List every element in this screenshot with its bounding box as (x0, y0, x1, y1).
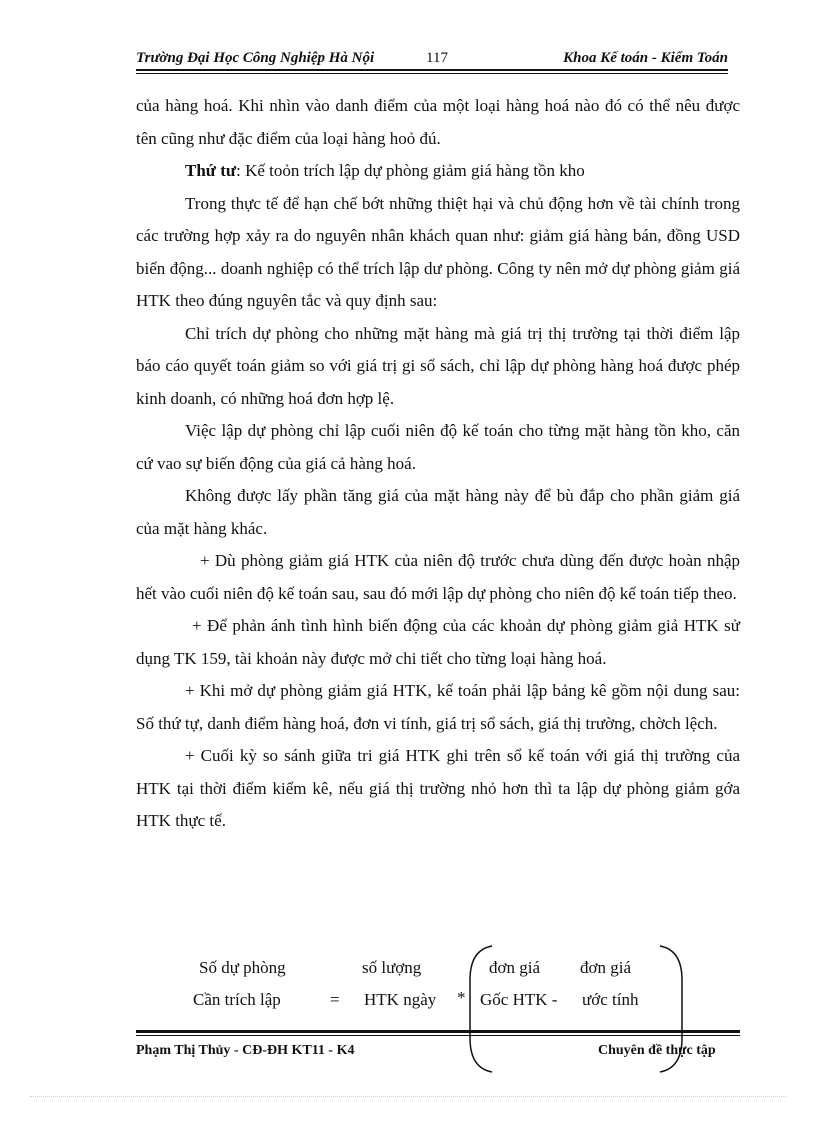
footer-author: Phạm Thị Thủy - CĐ-ĐH KT11 - K4 (136, 1043, 355, 1058)
formula-price1-line2: Gốc HTK - (480, 990, 558, 1009)
department-name: Khoa Kế toán - Kiểm Toán (563, 50, 728, 66)
paragraph-7: + Dù phòng giảm giá HTK của niên độ trước chưa dùng đến được hoàn nhập hết vào cuối niên độ kế toán sau, sau đó mới lập dự phòng cho niên độ kế toán tiếp theo. (136, 551, 740, 603)
page-bottom-dotted-line (30, 1096, 786, 1097)
left-bracket (470, 946, 492, 1072)
footer-rule-thin (136, 1035, 740, 1036)
paragraph-4: Chỉ trích dự phòng cho những mặt hàng mà giá trị thị trường tại thời điểm lập báo cáo quyết toán giảm so với giá trị gi sổ sách, chỉ lập dự phòng hàng hoá được phép kinh doanh, có những hoá đơn hợp lệ. (136, 323, 740, 408)
paragraph-2-rest: : Kế toỏn trích lập dự phòng giảm giá hàng tồn kho (236, 161, 585, 180)
formula-price2-line1: đơn giá (580, 958, 632, 977)
formula-price1-line1: đơn giá (489, 958, 541, 977)
paragraph-6: Không được lấy phần tăng giá của mặt hàng này để bù đắp cho phần giảm giá của mặt hàng khác. (136, 486, 740, 538)
formula-equals: = (330, 990, 340, 1009)
footer-rule-thick (136, 1030, 740, 1033)
paragraph-2-lead: Thứ tư (185, 161, 237, 180)
paragraph-10: + Cuối kỳ so sánh giữa tri giá HTK ghi trên sổ kế toán với giá thị trường của HTK tại thời điểm kiểm kê, nếu giá thị trường nhỏ hơn thì ta lập dự phòng giảm gớa HTK thực tế. (136, 746, 740, 830)
paragraph-9: + Khi mở dự phòng giảm giá HTK, kế toán phải lập bảng kê gồm nội dung sau: Số thứ tự, danh điểm hàng hoá, đơn vi tính, giá trị sổ sách, giá thị trường, chờch lệch. (136, 681, 740, 733)
formula-price2-line2: ước tính (582, 990, 639, 1009)
footer-title: Chuyên đề thực tập (598, 1043, 716, 1058)
formula-lhs-line2: Cần trích lập (193, 990, 281, 1009)
formula-qty-line1: số lượng (362, 958, 422, 977)
page-number: 117 (426, 50, 448, 66)
paragraph-8: + Để phản ánh tình hình biến động của các khoản dự phòng giảm giả HTK sử dụng TK 159, tài khoản này được mở chi tiết cho từng loại hàng hoá. (136, 616, 740, 668)
formula-times: * (457, 988, 466, 1007)
paragraph-1: của hàng hoá. Khi nhìn vào danh điểm của một loại hàng hoá nào đó có thể nêu được tên cũng như đặc điểm của loại hàng hoỏ đú. (136, 96, 740, 148)
formula-qty-line2: HTK ngày (364, 990, 437, 1009)
paragraph-3: Trong thực tế để hạn chế bớt những thiệt hại và chủ động hơn về tài chính trong các trường hợp xảy ra do nguyên nhân khách quan như: giảm giá hàng bán, đồng USD biến động... doanh nghiệp có thể trích lập dư phòng. Công ty nên mở dự phòng giảm giá HTK theo đúng nguyên tắc và quy định sau: (136, 193, 740, 310)
paragraph-5: Việc lập dự phòng chỉ lập cuối niên độ kế toán cho từng mặt hàng tồn kho, căn cứ vao sự biến động của giá cả hàng hoá. (136, 421, 740, 473)
formula-lhs-line1: Số dự phòng (199, 958, 286, 977)
school-name: Trường Đại Học Công Nghiệp Hà Nội (136, 50, 375, 66)
